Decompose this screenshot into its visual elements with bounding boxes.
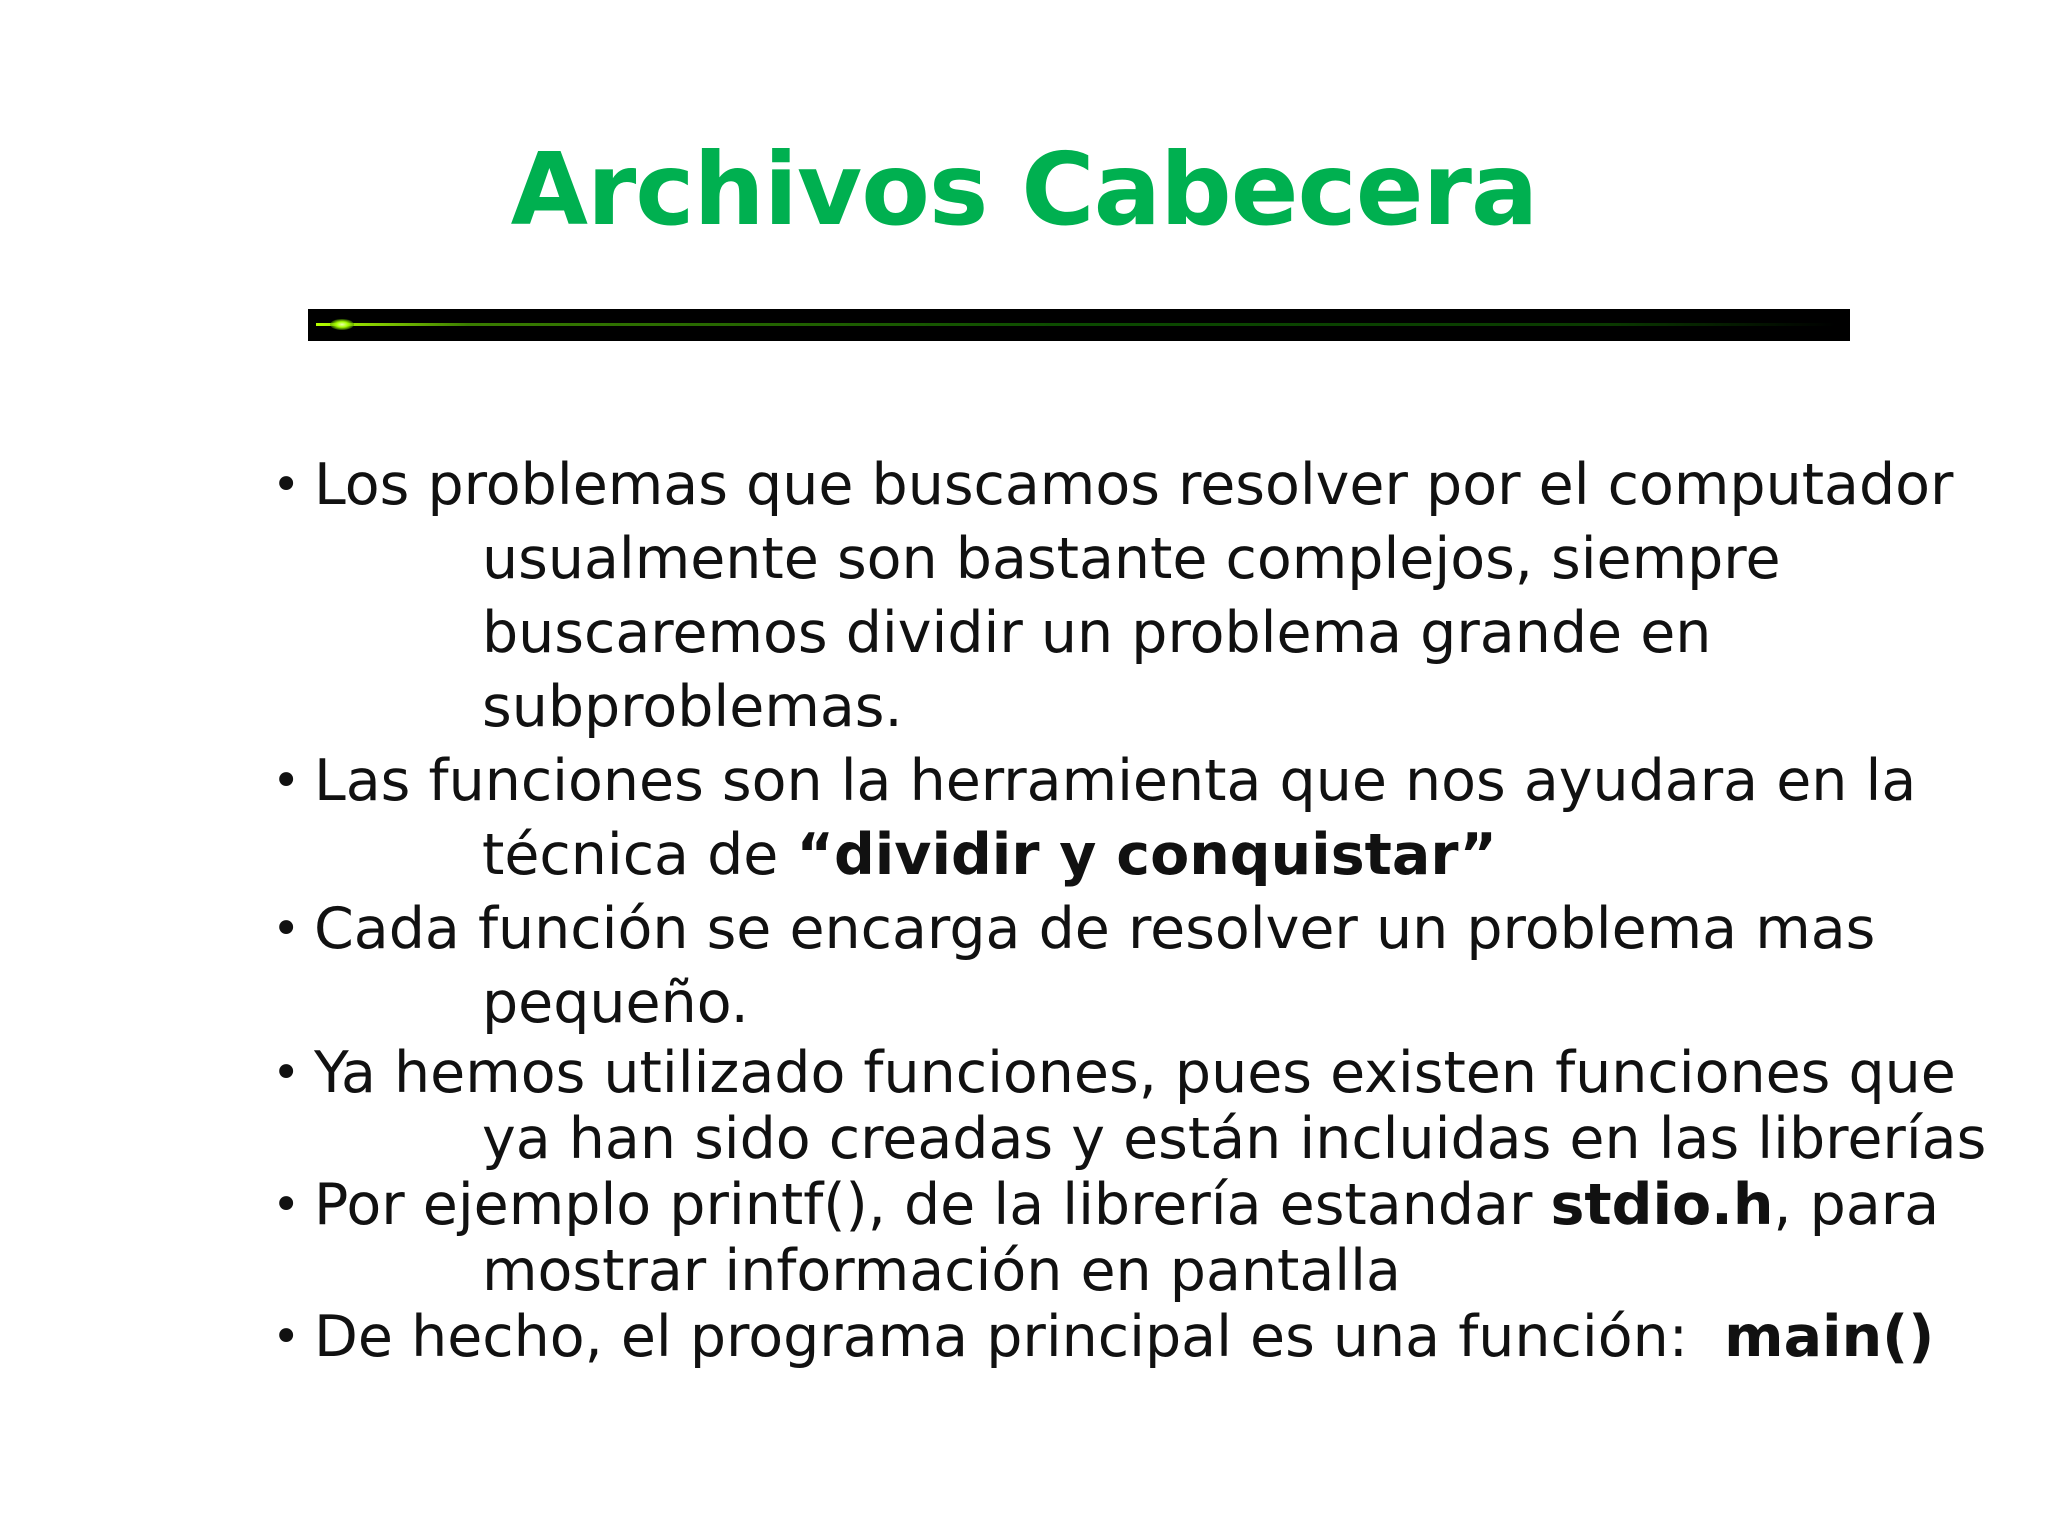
bullet-dot: • — [272, 753, 301, 809]
bullet-emphasis: main() — [1724, 1304, 1935, 1370]
bullet-dot: • — [272, 457, 301, 513]
bullet-dot: • — [272, 1309, 301, 1365]
bullet-dot: • — [272, 901, 301, 957]
bullet-text: , para — [1773, 1172, 1940, 1238]
bullet-text: mostrar información en pantalla — [482, 1238, 1401, 1304]
bullet-text: Por ejemplo printf(), de la librería estandar — [314, 1172, 1551, 1238]
bullet-text: técnica de — [482, 822, 797, 888]
bullet-item — [270, 448, 1970, 744]
bullet-text: ya han sido creadas y están incluidas en las librerías — [482, 1106, 1987, 1172]
slide-title: Archivos Cabecera — [510, 131, 1538, 248]
bullet-text-line — [314, 1304, 1970, 1370]
bullet-item — [270, 1040, 1987, 1172]
divider-glow-line — [316, 323, 1836, 326]
bullet-text: Cada función se encarga de resolver un problema mas — [314, 896, 1876, 962]
bullet-item — [270, 1172, 1970, 1304]
bullet-text: Los problemas que buscamos resolver por el computador — [314, 452, 1954, 518]
bullet-text-line — [314, 818, 1970, 892]
bullet-emphasis: “dividir y conquistar” — [796, 822, 1497, 888]
bullet-text: Ya hemos utilizado funciones, pues existen funciones que — [314, 1040, 1956, 1106]
bullet-dot: • — [272, 1177, 301, 1233]
title-divider — [308, 309, 1850, 341]
bullet-text: pequeño. — [482, 970, 749, 1036]
bullet-item — [270, 892, 1970, 1040]
bullet-text: De hecho, el programa principal es una función: — [314, 1304, 1725, 1370]
bullet-text: Las funciones son la herramienta que nos ayudara en la — [314, 748, 1917, 814]
bullet-item — [270, 744, 1970, 892]
bullet-text: usualmente son bastante complejos, siempre — [482, 526, 1781, 592]
bullet-text-line — [314, 1172, 1970, 1238]
bullet-text: buscaremos dividir un problema grande en — [482, 600, 1712, 666]
divider-spark — [330, 319, 354, 330]
bullet-text: subproblemas. — [482, 674, 903, 740]
bullet-dot: • — [272, 1045, 301, 1101]
bullet-item — [270, 1304, 1970, 1370]
bullet-list — [270, 448, 1987, 1370]
bullet-emphasis: stdio.h — [1550, 1172, 1774, 1238]
